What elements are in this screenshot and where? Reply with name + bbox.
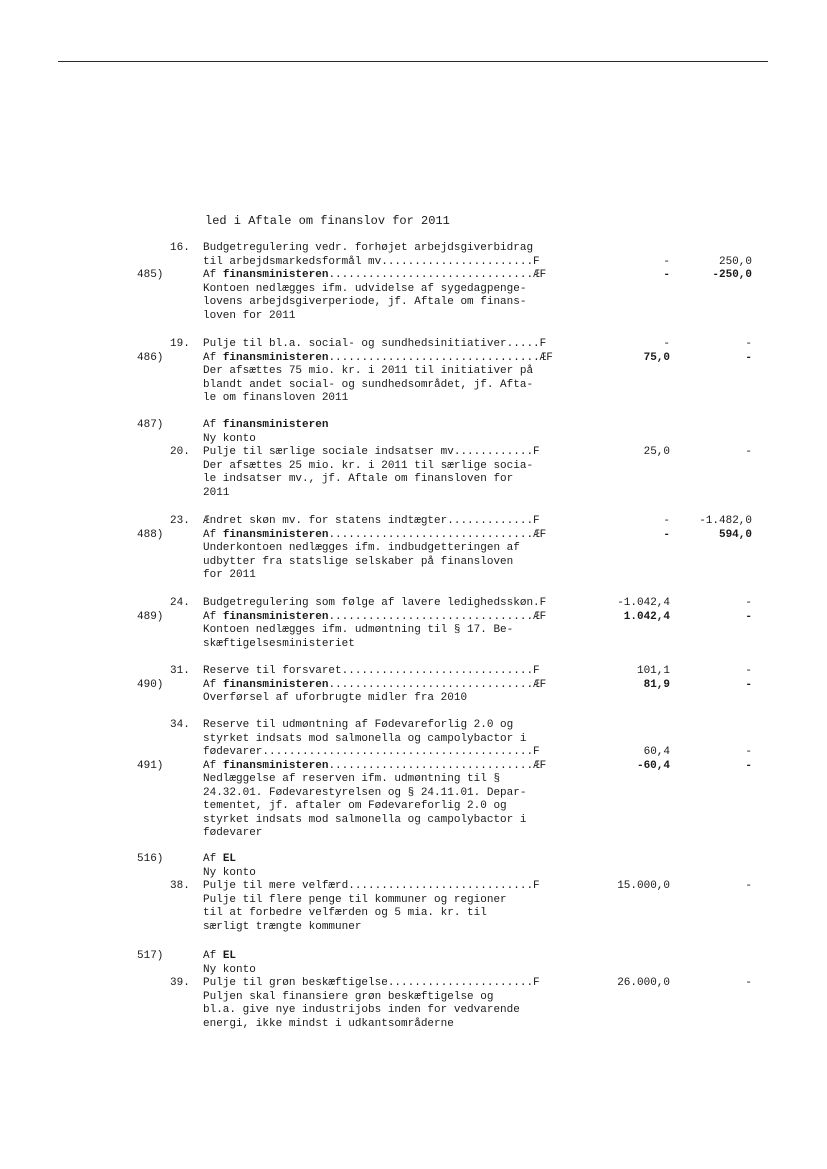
entry-line [0,487,827,501]
amount-column-1: 1.042,4 [623,610,670,623]
amount-column-1: - [663,515,670,527]
entry-line [0,611,827,625]
entry-text: energi, ikke mindst i udkantsområderne [203,1017,454,1030]
entry-line [0,991,827,1005]
entry-text: Kontoen nedlægges ifm. udmøntning til § 17. Be- [203,624,514,636]
entry-text: Af finansministeren................................ÆF [203,351,553,364]
entry-line [0,733,827,747]
entry-line [0,338,827,352]
entry-text: for 2011 [203,569,256,581]
amount-column-2: - [745,977,752,989]
entry-text: skæftigelsesministeriet [203,637,355,650]
item-number: 19. [170,338,190,350]
reference-number: 486) [137,351,164,364]
entry-text: udbytter fra statslige selskaber på finansloven [203,555,514,568]
proposer-name: finansministeren [222,759,329,772]
item-number: 23. [170,515,190,527]
reference-number: 487) [137,419,164,431]
entry-line [0,760,827,774]
entry-text: særligt trængte kommuner [203,920,362,933]
amount-column-1: 75,0 [643,351,670,364]
amount-column-1: - [663,269,670,281]
amount-column-2: 594,0 [718,528,752,541]
amount-column-1: -1.042,4 [617,597,670,609]
entry-text: styrket indsats mod salmonella og campolybactor i [203,732,527,745]
entry-line [0,1018,827,1032]
entry-line [0,379,827,393]
proposer-name: finansministeren [222,351,329,364]
entry-line [0,907,827,921]
proposer-name: finansministeren [222,678,329,691]
amount-column-2: - [745,597,752,609]
proposer-name: EL [222,950,237,962]
amount-column-1: 60,4 [643,746,670,758]
amount-column-2: - [745,665,752,677]
reference-number: 485) [137,269,164,281]
entry-text: Af EL [203,853,237,865]
amount-column-2: - [745,610,752,623]
entry-line [0,283,827,297]
entry-line [0,787,827,801]
entry-line [0,800,827,814]
amount-column-1: 25,0 [643,446,670,458]
entry-text: tementet, jf. aftaler om Fødevareforlig 2.0 og [203,800,507,812]
entry-line [0,638,827,652]
entry-text: Kontoen nedlægges ifm. udvidelse af sygedagpenge- [203,282,527,295]
entry-text: Puljen skal finansiere grøn beskæftigelse og [203,990,494,1003]
amount-column-2: - [745,880,752,892]
reference-number: 488) [137,528,164,541]
entry-text: Overførsel af uforbrugte midler fra 2010 [203,692,468,704]
entry-line [0,853,827,867]
amount-column-2: -1.482,0 [699,515,752,527]
entry-line [0,460,827,474]
top-rule [58,61,768,62]
amount-column-1: 81,9 [643,678,670,691]
entry-line [0,665,827,679]
proposer-name: finansministeren [222,269,329,281]
entry-text: Ny konto [203,866,256,879]
entry-line [0,542,827,556]
entry-text: til arbejdsmarkedsformål mv.......................F [203,255,540,268]
entry-line [0,392,827,406]
entry-line [0,977,827,991]
budget-entry [0,597,827,651]
amount-column-2: 250,0 [718,255,752,268]
budget-entry [0,665,827,706]
budget-entry [0,950,827,1031]
entry-text: lovens arbejdsgiverperiode, jf. Aftale om finans- [203,296,527,308]
entry-line [0,814,827,828]
entry-line [0,269,827,283]
entry-line [0,419,827,433]
entry-text: Der afsættes 75 mio. kr. i 2011 til initiativer på [203,365,534,377]
page-header: led i Aftale om finanslov for 2011 [205,214,450,228]
entry-text: Budgetregulering vedr. forhøjet arbejdsgiverbidrag [203,242,534,254]
entry-line [0,921,827,935]
entry-text: Pulje til flere penge til kommuner og regioner [203,893,507,906]
item-number: 38. [170,880,190,892]
entry-line [0,597,827,611]
entry-text: 2011 [203,486,230,499]
entry-line [0,433,827,447]
entry-text: Reserve til udmøntning af Fødevareforlig 2.0 og [203,719,514,731]
entry-line [0,950,827,964]
entry-line [0,569,827,583]
entry-line [0,746,827,760]
entry-text: Af finansministeren...............................ÆF [203,269,547,281]
budget-entry [0,419,827,500]
entry-text: loven for 2011 [203,309,296,322]
reference-number: 517) [137,950,164,962]
amount-column-2: -250,0 [712,269,752,281]
entry-text: Der afsættes 25 mio. kr. i 2011 til særlige socia- [203,459,534,472]
entry-line [0,894,827,908]
proposer-name: finansministeren [222,528,329,541]
entry-text: Af finansministeren...............................ÆF [203,610,547,623]
entry-line [0,827,827,841]
amount-column-2: - [745,446,752,458]
entry-text: Pulje til grøn beskæftigelse......................F [203,977,540,989]
entry-line [0,473,827,487]
entry-text: Ny konto [203,432,256,445]
budget-entry [0,242,827,323]
item-number: 20. [170,446,190,458]
amount-column-2: - [745,678,752,691]
entry-line [0,446,827,460]
entry-line [0,310,827,324]
amount-column-1: -60,4 [636,759,670,772]
entry-text: Ny konto [203,963,256,976]
entry-text: Underkontoen nedlægges ifm. indbudgetteringen af [203,542,520,554]
entry-text: le om finansloven 2011 [203,392,349,404]
entry-line [0,679,827,693]
entry-line [0,867,827,881]
proposer-name: EL [222,853,237,865]
entry-text: Af finansministeren...............................ÆF [203,759,547,772]
entry-text: bl.a. give nye industrijobs inden for vedvarende [203,1004,520,1016]
amount-column-2: - [745,338,752,350]
entry-line [0,365,827,379]
reference-number: 490) [137,678,164,691]
entry-text: Af finansministeren...............................ÆF [203,528,547,541]
entry-text: Reserve til forsvaret.............................F [203,665,540,677]
amount-column-2: - [745,759,752,772]
item-number: 31. [170,665,190,677]
item-number: 39. [170,977,190,989]
entry-text: Pulje til bl.a. social- og sundhedsinitiativer.....F [203,338,547,350]
entry-text: 24.32.01. Fødevarestyrelsen og § 24.11.01. Depar- [203,786,527,799]
amount-column-1: - [663,255,670,268]
entry-line [0,880,827,894]
entry-text: til at forbedre velfærden og 5 mia. kr. til [203,907,487,919]
entry-line [0,352,827,366]
entry-text: Pulje til særlige sociale indsatser mv............F [203,446,540,458]
entry-text: Af finansministeren...............................ÆF [203,678,547,691]
proposer-name: finansministeren [222,610,329,623]
entry-text: fødevarer.........................................F [203,746,540,758]
entry-line [0,529,827,543]
entry-text: blandt andet social- og sundhedsområdet, jf. Afta- [203,378,534,391]
entry-text: Budgetregulering som følge af lavere ledighedsskøn.F [203,597,547,609]
amount-column-2: - [745,746,752,758]
entry-line [0,692,827,706]
entry-line [0,1004,827,1018]
entry-text: Af finansministeren [203,419,329,431]
entry-text: fødevarer [203,827,263,839]
entry-line [0,964,827,978]
amount-column-1: - [663,528,670,541]
entry-line [0,256,827,270]
entry-text: styrket indsats mod salmonella og campolybactor i [203,813,527,826]
entry-text: Nedlæggelse af reserven ifm. udmøntning til § [203,773,501,785]
amount-column-1: 101,1 [636,665,670,677]
proposer-name: finansministeren [222,419,329,431]
entry-text: Pulje til mere velfærd............................F [203,880,540,892]
item-number: 16. [170,242,190,254]
entry-line [0,624,827,638]
amount-column-1: 26.000,0 [617,977,670,989]
reference-number: 489) [137,610,164,623]
entry-line [0,773,827,787]
amount-column-1: - [663,338,670,350]
entry-line [0,556,827,570]
entry-text: Ændret skøn mv. for statens indtægter.............F [203,515,540,527]
amount-column-1: 15.000,0 [617,880,670,892]
budget-entry [0,853,827,934]
entry-text: le indsatser mv., jf. Aftale om finansloven for [203,473,514,485]
amount-column-2: - [745,351,752,364]
entry-line [0,719,827,733]
reference-number: 516) [137,853,164,865]
item-number: 34. [170,719,190,731]
entry-line [0,296,827,310]
entry-text: Af EL [203,950,237,962]
budget-entry [0,515,827,583]
entry-line [0,242,827,256]
item-number: 24. [170,597,190,609]
budget-entry [0,719,827,841]
reference-number: 491) [137,759,164,772]
entry-line [0,515,827,529]
budget-entry [0,338,827,406]
